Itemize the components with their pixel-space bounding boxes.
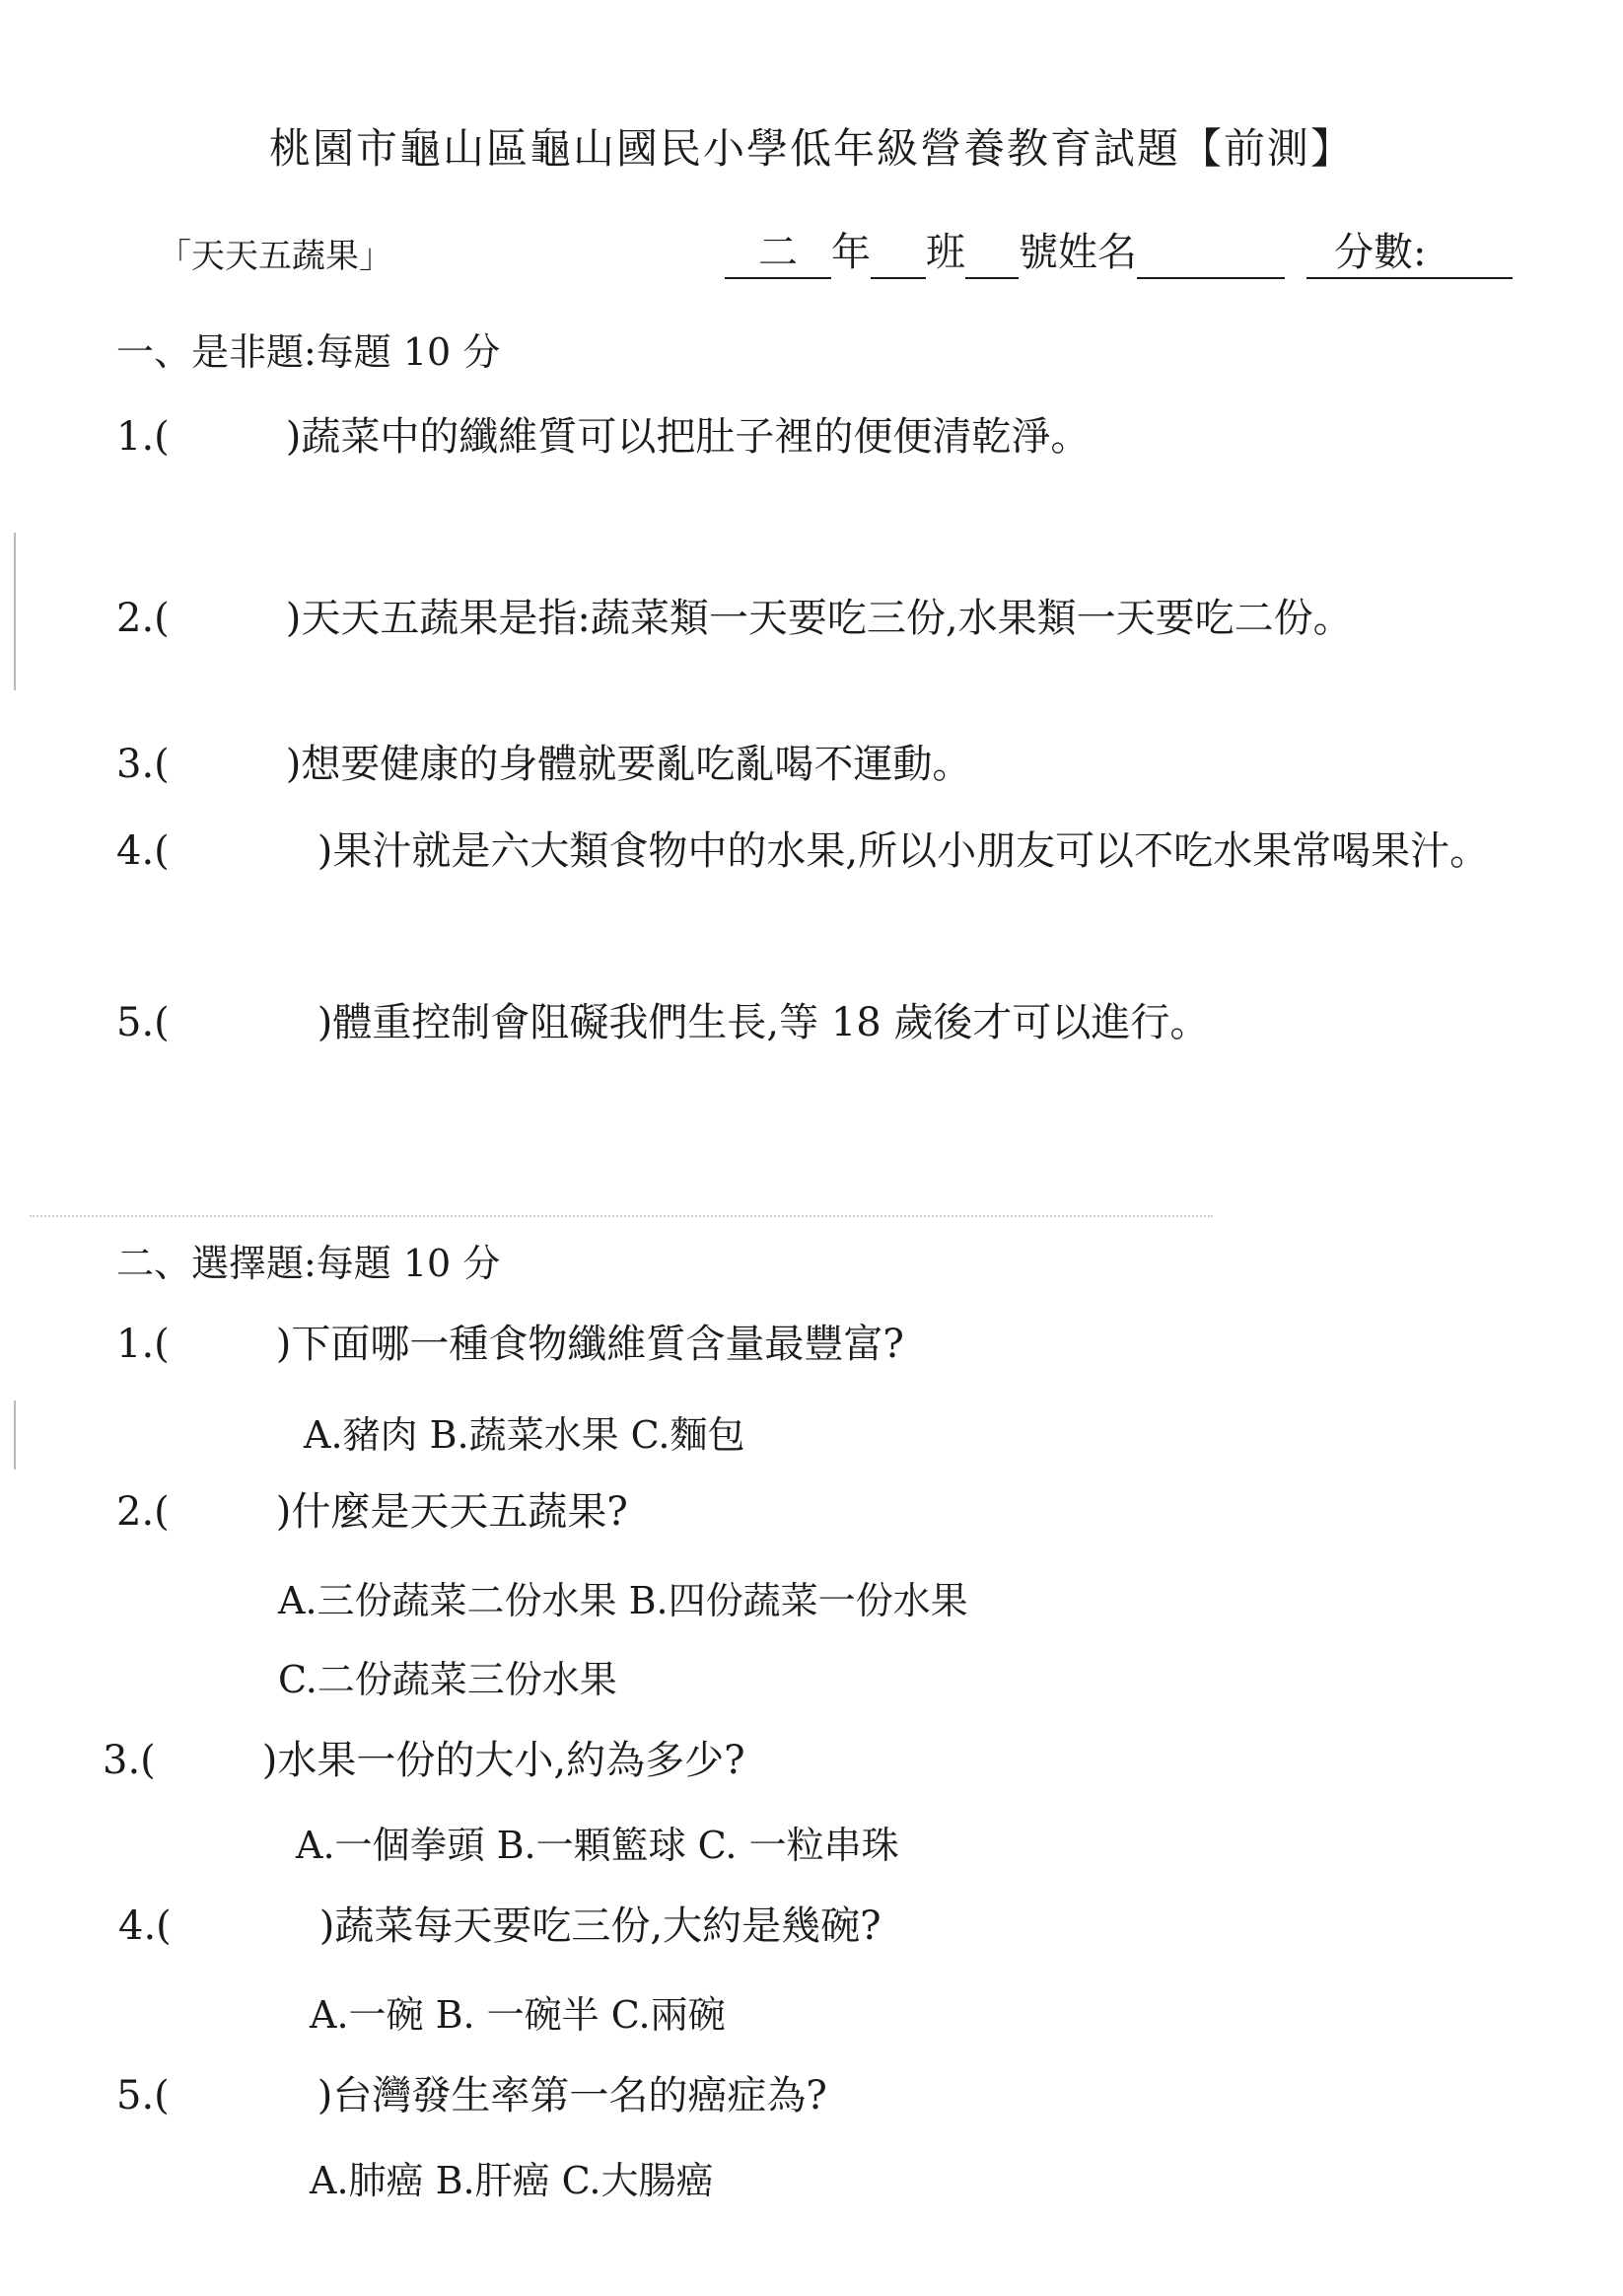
name-blank[interactable] [1137,234,1285,279]
name-label: 姓名 [1058,230,1137,275]
grade-label: 年 [831,230,871,275]
question-close: ) [285,742,302,787]
question-number: 5.( [116,1000,170,1045]
mc-question-1 [116,1302,1536,1387]
question-number: 5.( [116,2073,170,2118]
mc-question-3 [103,1718,1522,1803]
mc-options-2a: A.三份蔬菜二份水果 B.四份蔬菜一份水果 [278,1579,968,1622]
question-text: 果汁就是六大類食物中的水果,所以小朋友可以不吃水果常喝果汁。 [332,828,1490,874]
question-number: 1.( [116,414,170,460]
mc-question-2 [116,1470,1536,1554]
question-text: 天天五蔬果是指:蔬菜類一天要吃三份,水果類一天要吃二份。 [301,596,1353,641]
exam-subtitle: 「天天五蔬果」 [158,237,392,276]
tf-question-2 [116,576,1536,661]
question-close: ) [318,1903,335,1949]
question-number: 2.( [116,596,170,641]
faint-dotted-line [30,1215,1213,1217]
question-text: 台灣發生率第一名的癌症為? [332,2073,827,2118]
question-number: 2.( [116,1489,170,1535]
question-text: 蔬菜中的纖維質可以把肚子裡的便便清乾淨。 [301,414,1091,460]
question-number: 4.( [116,828,170,874]
class-blank[interactable] [871,234,926,279]
question-number: 1.( [116,1322,170,1367]
grade-value: 二 [725,221,831,279]
question-text: 體重控制會阻礙我們生長,等 18 歲後才可以進行。 [332,1000,1210,1045]
question-text: 什麼是天天五蔬果? [291,1489,628,1535]
tf-question-5 [116,980,1536,1065]
question-text: 下面哪一種食物纖維質含量最豐富? [291,1322,904,1367]
question-number: 4.( [118,1903,172,1949]
question-number: 3.( [116,742,170,787]
question-close: ) [317,1000,333,1045]
section2-heading: 二、選擇題:每題 10 分 [116,1242,501,1285]
tf-question-1 [116,395,1536,479]
exam-title: 桃園市龜山區龜山國民小學低年級營養教育試題【前測】 [268,124,1354,173]
number-blank[interactable] [965,234,1019,279]
mc-question-4 [118,1884,1538,1969]
question-text: 水果一份的大小,約為多少? [277,1738,745,1783]
question-close: ) [285,596,302,641]
question-text: 蔬菜每天要吃三份,大約是幾碗? [334,1903,882,1949]
mc-question-5 [116,2053,1536,2138]
student-info-line [725,221,1513,279]
number-label: 號 [1019,230,1058,275]
mc-options-4: A.一碗 B. 一碗半 C.兩碗 [310,1993,726,2037]
mc-options-5: A.肺癌 B.肝癌 C.大腸癌 [310,2159,714,2202]
question-number: 3.( [103,1738,156,1783]
score-label: 分數: [1306,221,1446,279]
class-label: 班 [926,230,965,275]
mc-options-2b: C.二份蔬菜三份水果 [278,1658,617,1701]
question-close: ) [275,1489,292,1535]
question-close: ) [317,2073,333,2118]
mc-options-1: A.豬肉 B.蔬菜水果 C.麵包 [304,1413,745,1457]
question-close: ) [261,1738,278,1783]
question-text: 想要健康的身體就要亂吃亂喝不運動。 [301,742,972,787]
question-close: ) [275,1322,292,1367]
question-close: ) [317,828,333,874]
score-blank[interactable] [1446,234,1513,279]
tf-question-3 [116,722,1536,807]
scan-edge-mark [14,533,16,690]
question-close: ) [285,414,302,460]
section1-heading: 一、是非題:每題 10 分 [116,330,501,374]
tf-question-4 [116,809,1536,894]
mc-options-3: A.一個拳頭 B.一顆籃球 C. 一粒串珠 [296,1824,899,1867]
scan-edge-mark [14,1400,16,1470]
